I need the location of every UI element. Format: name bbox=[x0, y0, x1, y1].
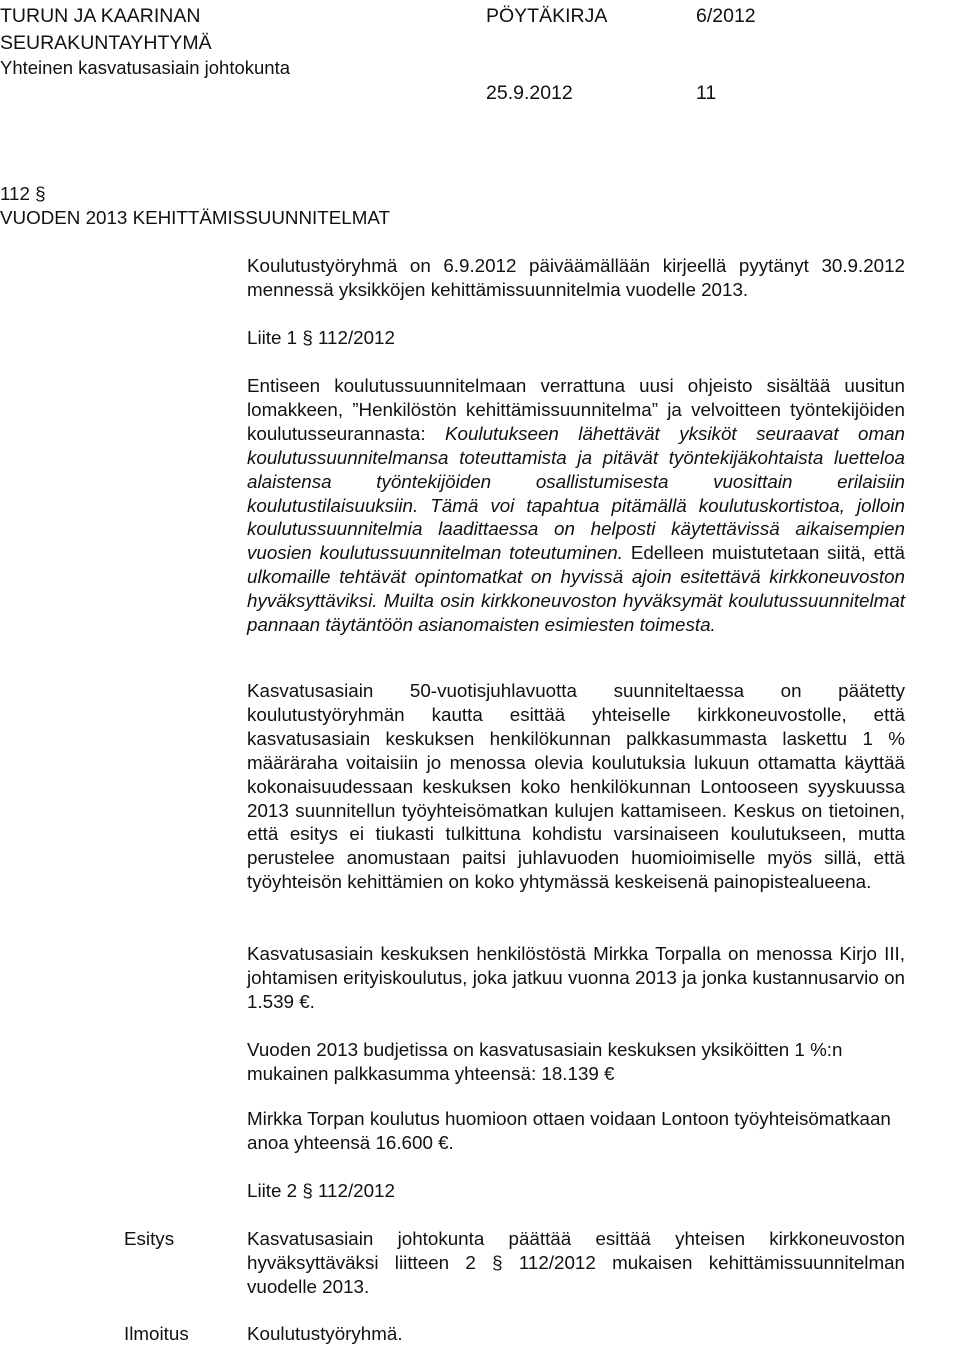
org-name-line2: SEURAKUNTAYHTYMÄ bbox=[0, 32, 212, 54]
paragraph-training bbox=[247, 942, 905, 1014]
paragraph-budget bbox=[247, 1038, 905, 1086]
paragraph-guidelines bbox=[247, 374, 905, 637]
proposal-label: Esitys bbox=[124, 1228, 175, 1249]
section-title: VUODEN 2013 KEHITTÄMISSUUNNITELMAT bbox=[0, 207, 390, 228]
org-name-line1: TURUN JA KAARINAN bbox=[0, 5, 201, 27]
guidelines-quote-1: Koulutukseen lähettävät yksiköt seuraavat oman koulutussuunnitelmansa toteuttamista ja pitävät työntekijäkohtaista luetteloa alaistensa työntekijöiden osallistumisesta vuosittain erilaisiin koulutustilaisuuksiin. bbox=[247, 422, 905, 516]
paragraph-anniversary-text: Kasvatusasiain 50-vuotisjuhlavuotta suunniteltaessa on päätetty koulutustyöryhmän kautta esittää yhteiselle kirkkoneuvostolle, että kasvatusasiain keskuksen henkilökunnan palkkasummasta laskettu 1 % määräraha voitaisiin jo menossa olevia koulutuksia lukuun ottamatta käyttää kokonaisuudessaan keskuksen koko henkilökunnan Lontooseen syyskuussa 2013 suunnitellun työyhteisömatkan kulujen kattamiseen. Keskus on tietoinen, että esitys ei tiukasti tulkittuna kohdistu varsinaiseen koulutukseen, mutta perustelee anomustaan paitsi juhlavuoden huomioimiselle myös sillä, että työyhteisön kehittämien on koko yhtymässä keskeisenä painopistealueena. bbox=[247, 680, 905, 893]
section-number: 112 § bbox=[0, 183, 46, 204]
paragraph-training-text: Kasvatusasiain keskuksen henkilöstöstä Mirkka Torpalla on menossa Kirjo III, johtamisen erityiskoulutus, joka jatkuu vuonna 2013 ja jonka kustannusarvio on 1.539 €. bbox=[247, 943, 905, 1012]
paragraph-london-text: Mirkka Torpan koulutus huomioon ottaen voidaan Lontoon työyhteisömatkaan anoa yhteensä 16.600 €. bbox=[247, 1108, 891, 1153]
proposal-block bbox=[247, 1227, 905, 1299]
notice-label: Ilmoitus bbox=[124, 1323, 189, 1344]
page-number: 11 bbox=[696, 82, 717, 104]
doc-type: PÖYTÄKIRJA bbox=[486, 5, 608, 27]
guidelines-quote-2: Tämä voi tapahtua pitämällä koulutuskortistoa, jolloin koulutussuunnitelmia laadittaessa on helposti käytettävissä aikaisempien vuosien koulutussuunnitelman toteutuminen. bbox=[247, 494, 905, 564]
meeting-date: 25.9.2012 bbox=[486, 82, 573, 104]
attachment-1-ref: Liite 1 § 112/2012 bbox=[247, 327, 395, 348]
proposal-text: Kasvatusasiain johtokunta päättää esittää yhteisen kirkkoneuvoston hyväksyttäväksi liitteen 2 § 112/2012 mukaisen kehittämissuunnitelman vuodelle 2013. bbox=[247, 1228, 905, 1297]
attachment-2-ref: Liite 2 § 112/2012 bbox=[247, 1180, 395, 1201]
doc-number: 6/2012 bbox=[696, 5, 756, 27]
paragraph-anniversary bbox=[247, 679, 905, 894]
paragraph-guidelines-text bbox=[247, 374, 905, 637]
guidelines-intro: Entiseen koulutussuunnitelmaan verrattuna uusi ohjeisto sisältää uusitun lomakkeen, ”Henkilöstön kehittämissuunnitelma” ja velvoitteen työntekijöiden koulutusseurannasta: bbox=[247, 375, 905, 444]
paragraph-london bbox=[247, 1107, 905, 1155]
paragraph-request-text: Koulutustyöryhmä on 6.9.2012 päiväämällään kirjeellä pyytänyt 30.9.2012 mennessä yksikköjen kehittämissuunnitelmia vuodelle 2013. bbox=[247, 255, 905, 300]
guidelines-mid: Edelleen muistutetaan siitä, että bbox=[622, 542, 905, 564]
paragraph-budget-text: Vuoden 2013 budjetissa on kasvatusasiain keskuksen yksiköitten 1 %:n mukainen palkkasumma yhteensä: 18.139 € bbox=[247, 1039, 843, 1084]
notice-text: Koulutustyöryhmä. bbox=[247, 1323, 403, 1344]
paragraph-request bbox=[247, 254, 905, 302]
committee-name: Yhteinen kasvatusasiain johtokunta bbox=[0, 57, 291, 78]
guidelines-quote-3: ulkomaille tehtävät opintomatkat on hyvissä ajoin esitettävä kirkkoneuvoston hyväksyttäviksi. Muilta osin kirkkoneuvoston hyväksymät koulutussuunnitelmat pannaan täytäntöön asianomaisten esimiesten toimesta. bbox=[247, 566, 905, 636]
